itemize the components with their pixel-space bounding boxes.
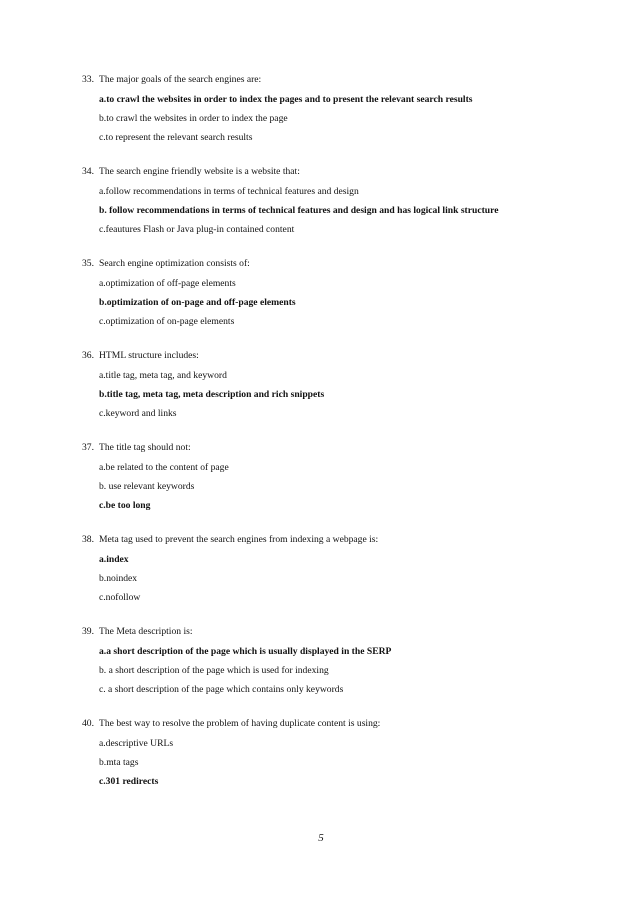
answer-option-correct: b.optimization of on-page and off-page elements — [99, 297, 296, 308]
answer-option: b.mta tags — [99, 757, 139, 768]
question-text: Meta tag used to prevent the search engines from indexing a webpage is: — [99, 534, 379, 545]
question-block — [82, 441, 582, 513]
answer-option: a.title tag, meta tag, and keyword — [99, 370, 227, 381]
answer-option: a.descriptive URLs — [99, 738, 174, 749]
question-block — [82, 533, 582, 605]
answer-options — [99, 369, 582, 421]
answer-option: c. a short description of the page which contains only keywords — [99, 684, 344, 695]
answer-option-correct: b.title tag, meta tag, meta description and rich snippets — [99, 389, 325, 400]
answer-options — [99, 553, 582, 605]
answer-options — [99, 277, 582, 329]
question-text: The search engine friendly website is a website that: — [99, 166, 300, 177]
question-line — [82, 625, 582, 639]
page-number: 5 — [318, 832, 324, 844]
answer-option: c.nofollow — [99, 592, 141, 603]
answer-option: a.be related to the content of page — [99, 462, 229, 473]
answer-option: b.to crawl the websites in order to index the page — [99, 113, 288, 124]
question-number: 37. — [82, 442, 94, 453]
answer-options — [99, 93, 582, 145]
question-number: 39. — [82, 626, 94, 637]
question-line — [82, 349, 582, 363]
answer-option-correct: c.301 redirects — [99, 776, 159, 787]
question-number: 35. — [82, 258, 94, 269]
question-list — [82, 73, 582, 809]
answer-option-correct: b. follow recommendations in terms of technical features and design and has logical link structure — [99, 205, 499, 216]
question-line — [82, 165, 582, 179]
question-number: 38. — [82, 534, 94, 545]
question-block — [82, 625, 582, 697]
question-text: HTML structure includes: — [99, 350, 199, 361]
answer-option: c.feautures Flash or Java plug-in contained content — [99, 224, 295, 235]
question-number: 33. — [82, 74, 94, 85]
question-text: The title tag should not: — [99, 442, 191, 453]
answer-option: b. a short description of the page which is used for indexing — [99, 665, 329, 676]
question-block — [82, 165, 582, 237]
answer-options — [99, 645, 582, 697]
question-text: Search engine optimization consists of: — [99, 258, 250, 269]
question-number: 40. — [82, 718, 94, 729]
question-line — [82, 533, 582, 547]
question-number: 34. — [82, 166, 94, 177]
answer-option: c.keyword and links — [99, 408, 177, 419]
answer-option: b.noindex — [99, 573, 138, 584]
answer-option-correct: c.be too long — [99, 500, 151, 511]
question-line — [82, 717, 582, 731]
answer-option-correct: a.index — [99, 554, 129, 565]
answer-options — [99, 185, 582, 237]
question-text: The Meta description is: — [99, 626, 193, 637]
answer-option: c.optimization of on-page elements — [99, 316, 235, 327]
question-block — [82, 257, 582, 329]
answer-option: c.to represent the relevant search results — [99, 132, 253, 143]
answer-options — [99, 461, 582, 513]
question-line — [82, 257, 582, 271]
answer-option: a.follow recommendations in terms of technical features and design — [99, 186, 359, 197]
question-block — [82, 717, 582, 789]
question-line — [82, 441, 582, 455]
answer-option: b. use relevant keywords — [99, 481, 195, 492]
question-text: The best way to resolve the problem of having duplicate content is using: — [99, 718, 381, 729]
answer-option: a.optimization of off-page elements — [99, 278, 236, 289]
question-block — [82, 73, 582, 145]
answer-option-correct: a.to crawl the websites in order to index the pages and to present the relevant search results — [99, 94, 473, 105]
question-line — [82, 73, 582, 87]
answer-options — [99, 737, 582, 789]
answer-option-correct: a.a short description of the page which is usually displayed in the SERP — [99, 646, 392, 657]
question-block — [82, 349, 582, 421]
question-text: The major goals of the search engines are: — [99, 74, 262, 85]
question-number: 36. — [82, 350, 94, 361]
